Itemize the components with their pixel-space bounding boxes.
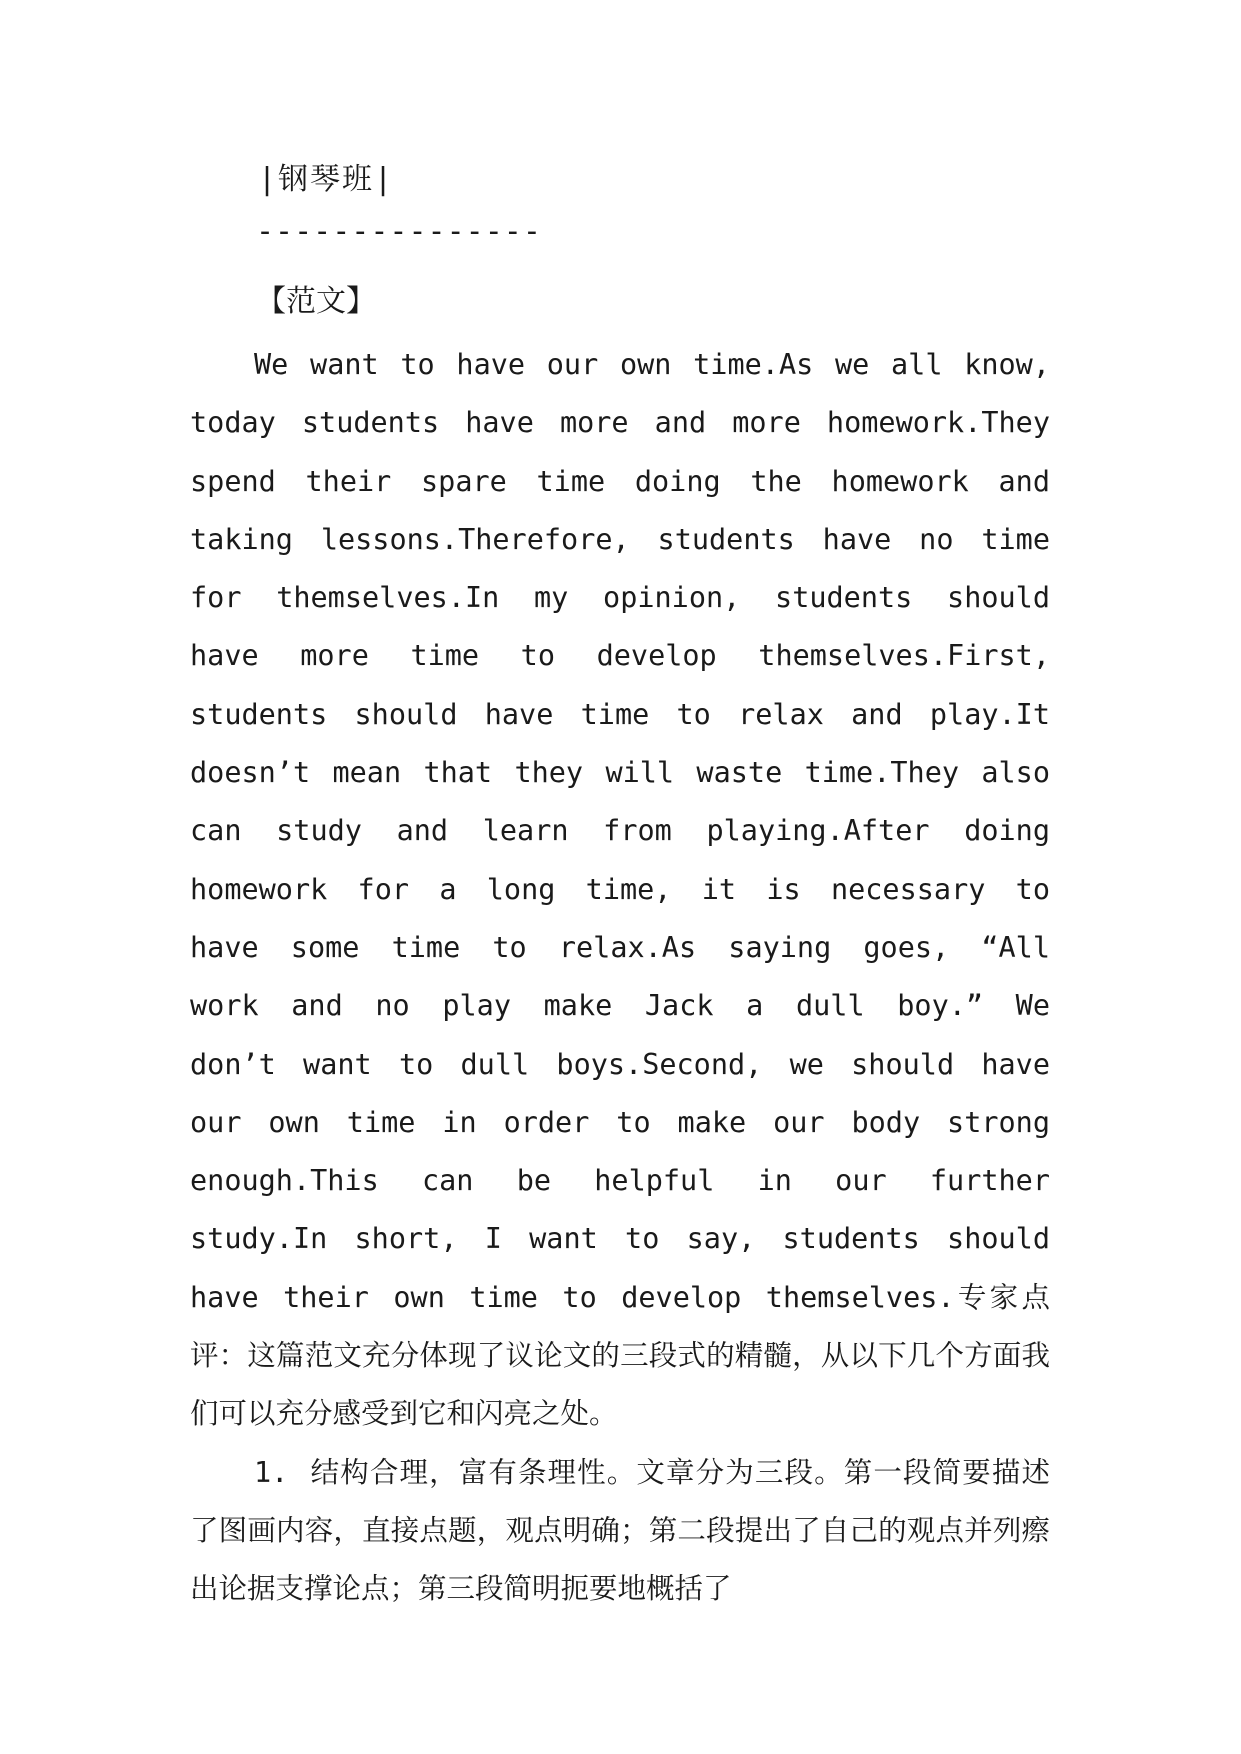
section-title: 【范文】 (256, 284, 376, 319)
essay-paragraph: 1. 结构合理，富有条理性。文章分为三段。第一段简要描述了图画内容，直接点题，观点明确；第二段提出了自己的观点并列瘵出论据支撑论点；第三段简明扼要地概括了 (190, 1455, 1050, 1606)
class-label: |钢琴班| (258, 162, 395, 197)
divider-line: --------------- (256, 214, 542, 249)
essay-paragraph: We want to have our own time.As we all know, today students have more and more homework.They spend their spare time doing the homework and taking lessons.Therefore, students have no time for themselves.In my opinion, students should have more time to develop themselves.First, students should have time to relax and play.It doesn’t mean that they will waste time.They also can study and learn from playing.After doing homework for a long time, it is necessary to have some time to relax.As saying goes, “All work and no play make Jack a dull boy.” We don’t want to dull boys.Second, we should have our own time in order to make our body strong enough.This can be helpful in our further study.In short, I want to say, students should have their own time to develop themselves.专家点评：这篇范文充分体现了议论文的三段式的精髓，从以下几个方面我们可以充分感受到它和闪亮之处。 (190, 348, 1050, 1431)
essay-body (190, 336, 1050, 1619)
